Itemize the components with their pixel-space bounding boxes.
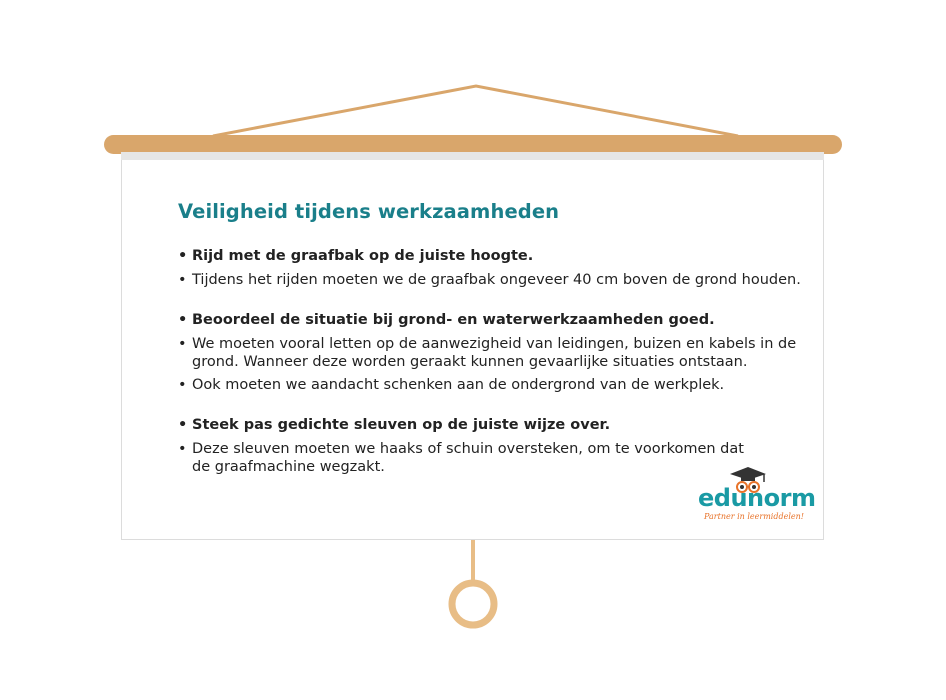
bullet-marker: • xyxy=(178,377,187,393)
slide-content xyxy=(178,200,801,498)
slide-title: Veiligheid tijdens werkzaamheden xyxy=(178,200,560,223)
bullet-marker: • xyxy=(178,272,187,288)
item-line: Ook moeten we aandacht schenken aan de ondergrond van de werkplek. xyxy=(192,377,725,393)
edunorm-logo xyxy=(698,466,816,524)
bullet-item xyxy=(178,335,798,371)
heading-text: Rijd met de graafbak op de juiste hoogte. xyxy=(192,248,534,264)
item-line: Tijdens het rijden moeten we de graafbak ongeveer 40 cm boven de grond houden. xyxy=(192,272,801,288)
item-line: de graafmachine wegzakt. xyxy=(192,459,385,475)
bullet-item xyxy=(178,376,798,394)
bullet-marker: • xyxy=(178,441,187,457)
section-heading xyxy=(178,416,798,434)
pull-ring xyxy=(452,583,494,625)
logo-tagline: Partner in leermiddelen! xyxy=(704,512,804,521)
screen-top-shadow xyxy=(121,152,824,160)
section-heading xyxy=(178,247,798,265)
bullet-marker: • xyxy=(178,312,188,328)
bullet-marker: • xyxy=(178,248,188,264)
section-heading xyxy=(178,311,798,329)
sections-list xyxy=(178,247,801,476)
bullet-marker: • xyxy=(178,336,187,352)
logo-wordmark: edunorm xyxy=(698,484,816,512)
hanging-string xyxy=(213,86,738,136)
heading-text: Steek pas gedichte sleuven op de juiste wijze over. xyxy=(192,417,611,433)
item-line: grond. Wanneer deze worden geraakt kunnen gevaarlijke situaties ontstaan. xyxy=(192,354,748,370)
bullet-marker: • xyxy=(178,417,188,433)
section-1 xyxy=(178,247,801,289)
item-line: We moeten vooral letten op de aanwezigheid van leidingen, buizen en kabels in de xyxy=(192,336,797,352)
item-line: Deze sleuven moeten we haaks of schuin oversteken, om te voorkomen dat xyxy=(192,441,744,457)
bullet-item xyxy=(178,271,801,289)
section-2 xyxy=(178,311,798,394)
heading-text: Beoordeel de situatie bij grond- en waterwerkzaamheden goed. xyxy=(192,312,715,328)
